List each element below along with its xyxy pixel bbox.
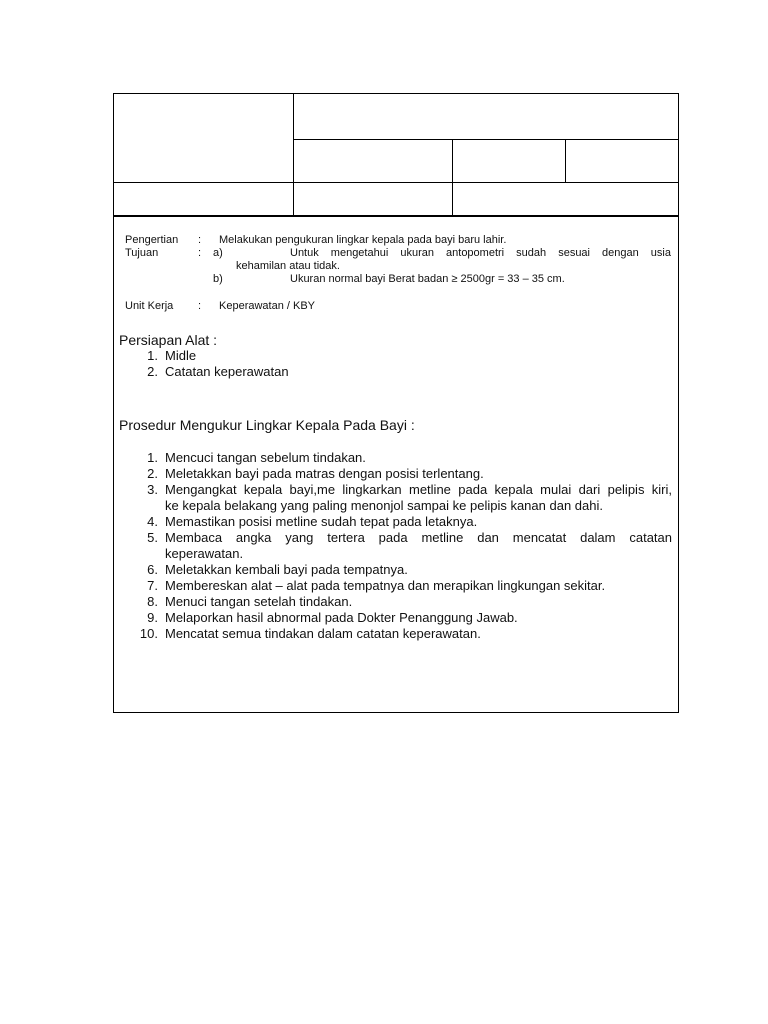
list-item-text: Midle bbox=[165, 348, 197, 363]
list-item bbox=[120, 594, 672, 610]
persiapan-heading: Persiapan Alat : bbox=[119, 332, 218, 348]
list-item-text: Membereskan alat – alat pada tempatnya dan merapikan lingkungan sekitar. bbox=[165, 578, 606, 593]
header-divider-3 bbox=[565, 139, 566, 182]
list-item-text: Memastikan posisi metline sudah tepat pada letaknya. bbox=[165, 514, 478, 529]
list-item bbox=[120, 578, 672, 594]
list-item-text: Meletakkan bayi pada matras dengan posisi terlentang. bbox=[165, 466, 484, 481]
header-divider-2 bbox=[452, 139, 453, 216]
unit-kerja-text: Keperawatan / KBY bbox=[219, 300, 316, 312]
header-divider-main bbox=[293, 94, 294, 216]
tujuan-marker-a: a) bbox=[213, 247, 223, 259]
list-item-number: 10. bbox=[139, 626, 158, 641]
tujuan-b-line1: Ukuran normal bayi Berat badan ≥ 2500gr = 33 – 35 cm. bbox=[290, 273, 565, 285]
list-item-text: Meletakkan kembali bayi pada tempatnya. bbox=[165, 562, 408, 577]
pengertian-text: Melakukan pengukuran lingkar kepala pada bayi baru lahir. bbox=[219, 234, 507, 246]
list-item-number: 7. bbox=[147, 578, 158, 593]
list-item bbox=[120, 364, 672, 380]
list-item-text: Melaporkan hasil abnormal pada Dokter Penanggung Jawab. bbox=[165, 610, 518, 625]
list-item-text: Mengangkat kepala bayi,me lingkarkan metline pada kepala mulai dari pelipis kiri, bbox=[165, 482, 672, 497]
unit-kerja-label: Unit Kerja bbox=[125, 300, 174, 312]
list-item bbox=[120, 348, 672, 364]
list-item-number: 8. bbox=[147, 594, 158, 609]
list-item bbox=[120, 514, 672, 530]
pengertian-label: Pengertian bbox=[125, 234, 179, 246]
header-bottom-line bbox=[113, 215, 679, 217]
list-item-number: 5. bbox=[147, 530, 158, 545]
tujuan-a-line1: Untuk mengetahui ukuran antopometri sudah sesuai dengan usia bbox=[290, 247, 671, 259]
list-item bbox=[120, 562, 672, 578]
list-item-text-cont: ke kepala belakang yang paling menonjol sampai ke pelipis kanan dan dahi. bbox=[165, 498, 603, 513]
list-item-number: 9. bbox=[147, 610, 158, 625]
list-item bbox=[120, 530, 672, 562]
list-item-number: 1. bbox=[147, 348, 158, 363]
list-item-number: 4. bbox=[147, 514, 158, 529]
list-item-text: Mencuci tangan sebelum tindakan. bbox=[165, 450, 366, 465]
list-item-number: 1. bbox=[147, 450, 158, 465]
list-item-number: 2. bbox=[147, 466, 158, 481]
list-item bbox=[120, 482, 672, 514]
list-item-text: Catatan keperawatan bbox=[165, 364, 289, 379]
list-item-text-cont: keperawatan. bbox=[165, 546, 244, 561]
tujuan-a-line2: kehamilan atau tidak. bbox=[236, 260, 340, 272]
header-row-line-1 bbox=[293, 139, 679, 140]
list-item-text: Membaca angka yang tertera pada metline dan mencatat dalam catatan bbox=[165, 530, 672, 545]
header-row-line-2 bbox=[113, 182, 679, 183]
pengertian-colon: : bbox=[198, 234, 202, 246]
unit-kerja-colon: : bbox=[198, 300, 202, 312]
list-item bbox=[120, 450, 672, 466]
list-item-number: 3. bbox=[147, 482, 158, 497]
tujuan-marker-b: b) bbox=[213, 273, 223, 285]
list-item bbox=[120, 626, 672, 642]
list-item-text: Mencatat semua tindakan dalam catatan keperawatan. bbox=[165, 626, 481, 641]
prosedur-heading: Prosedur Mengukur Lingkar Kepala Pada Bayi : bbox=[119, 417, 415, 433]
list-item-text: Menuci tangan setelah tindakan. bbox=[165, 594, 353, 609]
list-item-number: 6. bbox=[147, 562, 158, 577]
list-item-number: 2. bbox=[147, 364, 158, 379]
list-item bbox=[120, 466, 672, 482]
tujuan-label: Tujuan bbox=[125, 247, 159, 259]
list-item bbox=[120, 610, 672, 626]
persiapan-list bbox=[120, 348, 672, 380]
tujuan-colon: : bbox=[198, 247, 202, 259]
prosedur-list bbox=[120, 450, 672, 642]
